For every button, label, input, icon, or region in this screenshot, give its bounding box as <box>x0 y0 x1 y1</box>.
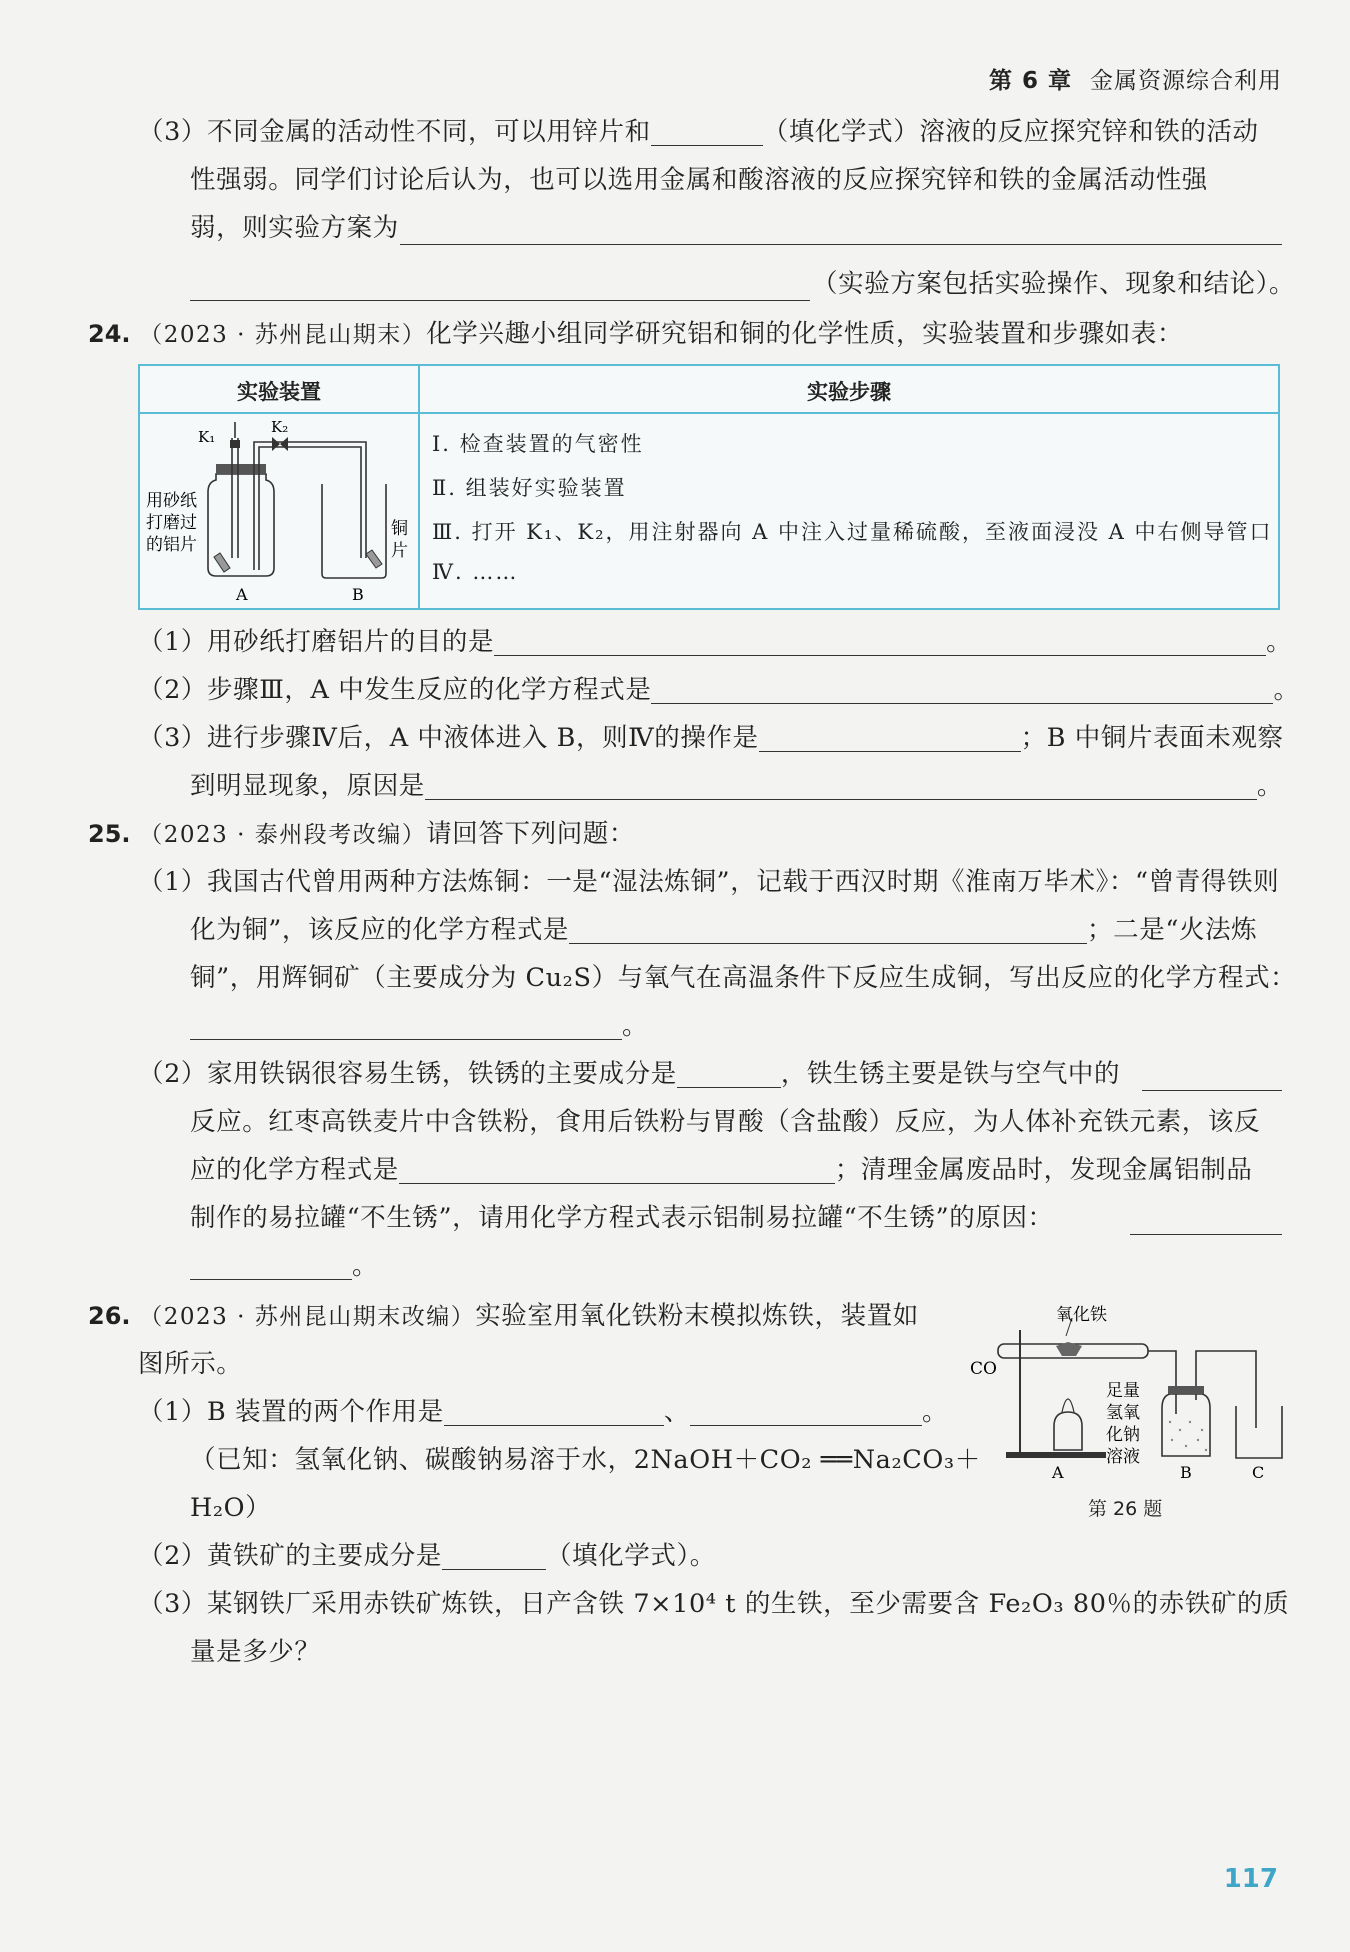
apparatus-diagram-q24 <box>146 418 414 608</box>
answer-blank[interactable] <box>190 299 810 301</box>
answer-blank[interactable] <box>651 117 763 146</box>
q23-part3-line3 <box>190 210 399 246</box>
q23-part3-line2: 性强弱。同学们讨论后认为，也可以选用金属和酸溶液的反应探究锌和铁的金属活动性强 <box>190 165 1208 195</box>
label-naoh-1: 足量 <box>1106 1381 1140 1401</box>
label-a: A <box>236 585 248 604</box>
period: 。 <box>1273 675 1300 705</box>
q23-p3-text-d: 弱，则实验方案为 <box>190 213 399 243</box>
q23-p3-text-b: （填化学式）溶液的反应探究锌和铁的活动 <box>762 117 1259 147</box>
answer-blank[interactable] <box>399 1155 835 1184</box>
label-al-2: 打磨过 <box>146 513 197 533</box>
q25-part1-line2 <box>190 912 1257 948</box>
label-a: A <box>1052 1463 1064 1480</box>
q24-p3-text-b: ；B 中铜片表面未观察 <box>1020 723 1284 753</box>
q26-stem-line2: 图所示。 <box>138 1349 243 1379</box>
period: 。 <box>1256 771 1284 801</box>
q25-part1-line4 <box>190 1008 648 1044</box>
q24-p1-text: （1）用砂纸打磨铝片的目的是 <box>138 627 495 657</box>
q24-stem <box>88 316 1183 353</box>
separator: 、 <box>663 1397 690 1427</box>
valve-k2-icon <box>272 437 288 451</box>
answer-blank[interactable] <box>569 915 1087 944</box>
q23-part3-line4: （实验方案包括实验操作、现象和结论）。 <box>812 269 1296 299</box>
q26-note-line1: （已知：氢氧化钠、碳酸钠易溶于水，2NaOH＋CO₂ ══Na₂CO₃＋ <box>190 1445 981 1475</box>
step-1: Ⅰ. 检查装置的气密性 <box>432 432 644 456</box>
q25-part1-line3: 铜”，用辉铜矿（主要成分为 Cu₂S）与氧气在高温条件下反应生成铜，写出反应的化学方程式： <box>190 963 1297 993</box>
q25-part2-line1 <box>138 1056 1120 1092</box>
experiment-table <box>138 364 1280 610</box>
label-co: CO <box>970 1359 997 1379</box>
label-naoh-3: 化钠 <box>1106 1425 1140 1445</box>
question-source: （2023 · 泰州段考改编） <box>139 822 427 848</box>
page-header <box>989 62 1282 95</box>
q25-p2-text-d: 应的化学方程式是 <box>190 1155 399 1185</box>
answer-blank[interactable] <box>494 627 1266 656</box>
period: 。 <box>1266 627 1293 657</box>
table-header <box>140 366 1278 414</box>
q24-part1 <box>138 624 1292 660</box>
answer-blank[interactable] <box>759 723 1021 752</box>
table-header-apparatus: 实验装置 <box>237 380 321 404</box>
label-k1: K₁ <box>198 428 216 446</box>
q25-part1-line1: （1）我国古代曾用两种方法炼铜：一是“湿法炼铜”，记载于西汉时期《淮南万毕术》：“曾青得铁则 <box>138 867 1280 897</box>
question-number: 25. <box>88 820 131 848</box>
question-stem: 化学兴趣小组同学研究铝和铜的化学性质，实验装置和步骤如表： <box>426 319 1184 349</box>
q26-stem-line1 <box>88 1298 919 1335</box>
answer-blank[interactable] <box>1130 1233 1282 1235</box>
q23-part3-line1 <box>138 114 1259 150</box>
chapter-title: 金属资源综合利用 <box>1090 68 1282 94</box>
label-b: B <box>352 585 364 604</box>
answer-blank[interactable] <box>400 243 1282 245</box>
answer-blank[interactable] <box>190 1011 622 1040</box>
question-source: （2023 · 苏州昆山期末） <box>139 322 427 348</box>
q26-p2-text-b: （填化学式）。 <box>545 1541 716 1571</box>
label-cu-1: 铜 <box>391 519 408 539</box>
q24-part3-line1 <box>138 720 1284 756</box>
q26-note-line2: H₂O） <box>190 1493 272 1523</box>
period: 。 <box>622 1011 649 1041</box>
period: 。 <box>352 1251 379 1281</box>
q25-p2-text-a: （2）家用铁锅很容易生锈，铁锈的主要成分是 <box>138 1059 677 1089</box>
label-al-3: 的铝片 <box>146 535 197 555</box>
q25-p2-text-e: ；清理金属废品时，发现金属铝制品 <box>834 1155 1253 1185</box>
question-number: 24. <box>88 320 131 348</box>
answer-blank[interactable] <box>425 771 1257 800</box>
step-2: Ⅱ. 组装好实验装置 <box>432 476 627 500</box>
answer-blank[interactable] <box>651 675 1273 704</box>
q26-part3-line2: 量是多少？ <box>190 1637 321 1667</box>
q23-p3-text-a: （3）不同金属的活动性不同，可以用锌片和 <box>138 117 651 147</box>
label-iron-oxide: 氧化铁 <box>1056 1305 1107 1325</box>
question-stem: 实验室用氧化铁粉末模拟炼铁，装置如 <box>475 1301 919 1331</box>
answer-blank[interactable] <box>190 1251 352 1280</box>
q26-p2-text-a: （2）黄铁矿的主要成分是 <box>138 1541 442 1571</box>
q25-part2-line5 <box>190 1248 378 1284</box>
q24-p2-text: （2）步骤Ⅲ，A 中发生反应的化学方程式是 <box>138 675 652 705</box>
answer-blank[interactable] <box>677 1059 781 1088</box>
answer-blank[interactable] <box>442 1541 546 1570</box>
q26-part3-line1: （3）某钢铁厂采用赤铁矿炼铁，日产含铁 7×10⁴ t 的生铁，至少需要含 Fe₂O₃ 80％的赤铁矿的质 <box>138 1589 1290 1619</box>
label-k2: K₂ <box>271 418 289 436</box>
question-stem: 请回答下列问题： <box>426 819 636 849</box>
q24-p3-text-a: （3）进行步骤Ⅳ后，A 中液体进入 B，则Ⅳ的操作是 <box>138 723 759 753</box>
label-cu-2: 片 <box>391 541 408 561</box>
period: 。 <box>921 1397 949 1427</box>
answer-blank[interactable] <box>690 1397 922 1426</box>
q25-part2-line4: 制作的易拉罐“不生锈”，请用化学方程式表示铝制易拉罐“不生锈”的原因： <box>190 1203 1054 1233</box>
question-source: （2023 · 苏州昆山期末改编） <box>139 1304 476 1330</box>
q25-p1-text-b: 化为铜”，该反应的化学方程式是 <box>190 915 570 945</box>
q24-p3-text-c: 到明显现象，原因是 <box>190 771 425 801</box>
answer-blank[interactable] <box>1142 1089 1282 1091</box>
q25-p2-text-b: ，铁生锈主要是铁与空气中的 <box>780 1059 1121 1089</box>
label-b: B <box>1180 1463 1192 1480</box>
q25-part2-line3 <box>190 1152 1252 1188</box>
q25-p1-text-c: ；二是“火法炼 <box>1087 915 1258 945</box>
q26-part1 <box>138 1394 948 1430</box>
table-header-steps: 实验步骤 <box>807 380 891 404</box>
label-al-1: 用砂纸 <box>146 491 197 511</box>
question-number: 26. <box>88 1302 131 1330</box>
q26-part2 <box>138 1538 716 1574</box>
q25-part2-line2: 反应。红枣高铁麦片中含铁粉，食用后铁粉与胃酸（含盐酸）反应，为人体补充铁元素，该反 <box>190 1107 1261 1137</box>
page-number: 117 <box>1223 1864 1278 1894</box>
q24-part3-line2 <box>190 768 1283 804</box>
step-4: Ⅳ. …… <box>432 560 519 584</box>
step-3: Ⅲ. 打开 K₁、K₂，用注射器向 A 中注入过量稀硫酸，至液面浸没 A 中右侧导管口 <box>432 520 1273 544</box>
chapter-label: 第 6 章 <box>988 68 1072 94</box>
q24-part2 <box>138 672 1300 708</box>
label-naoh-4: 溶液 <box>1106 1447 1140 1467</box>
q25-stem <box>88 816 635 853</box>
answer-blank[interactable] <box>444 1397 664 1426</box>
apparatus-diagram-q26 <box>958 1300 1288 1480</box>
label-naoh-2: 氢氧 <box>1106 1403 1140 1423</box>
q26-p1-text: （1）B 装置的两个作用是 <box>138 1397 444 1427</box>
table-divider <box>418 366 420 608</box>
label-c: C <box>1252 1463 1265 1480</box>
figure-caption: 第 26 题 <box>1088 1498 1163 1520</box>
